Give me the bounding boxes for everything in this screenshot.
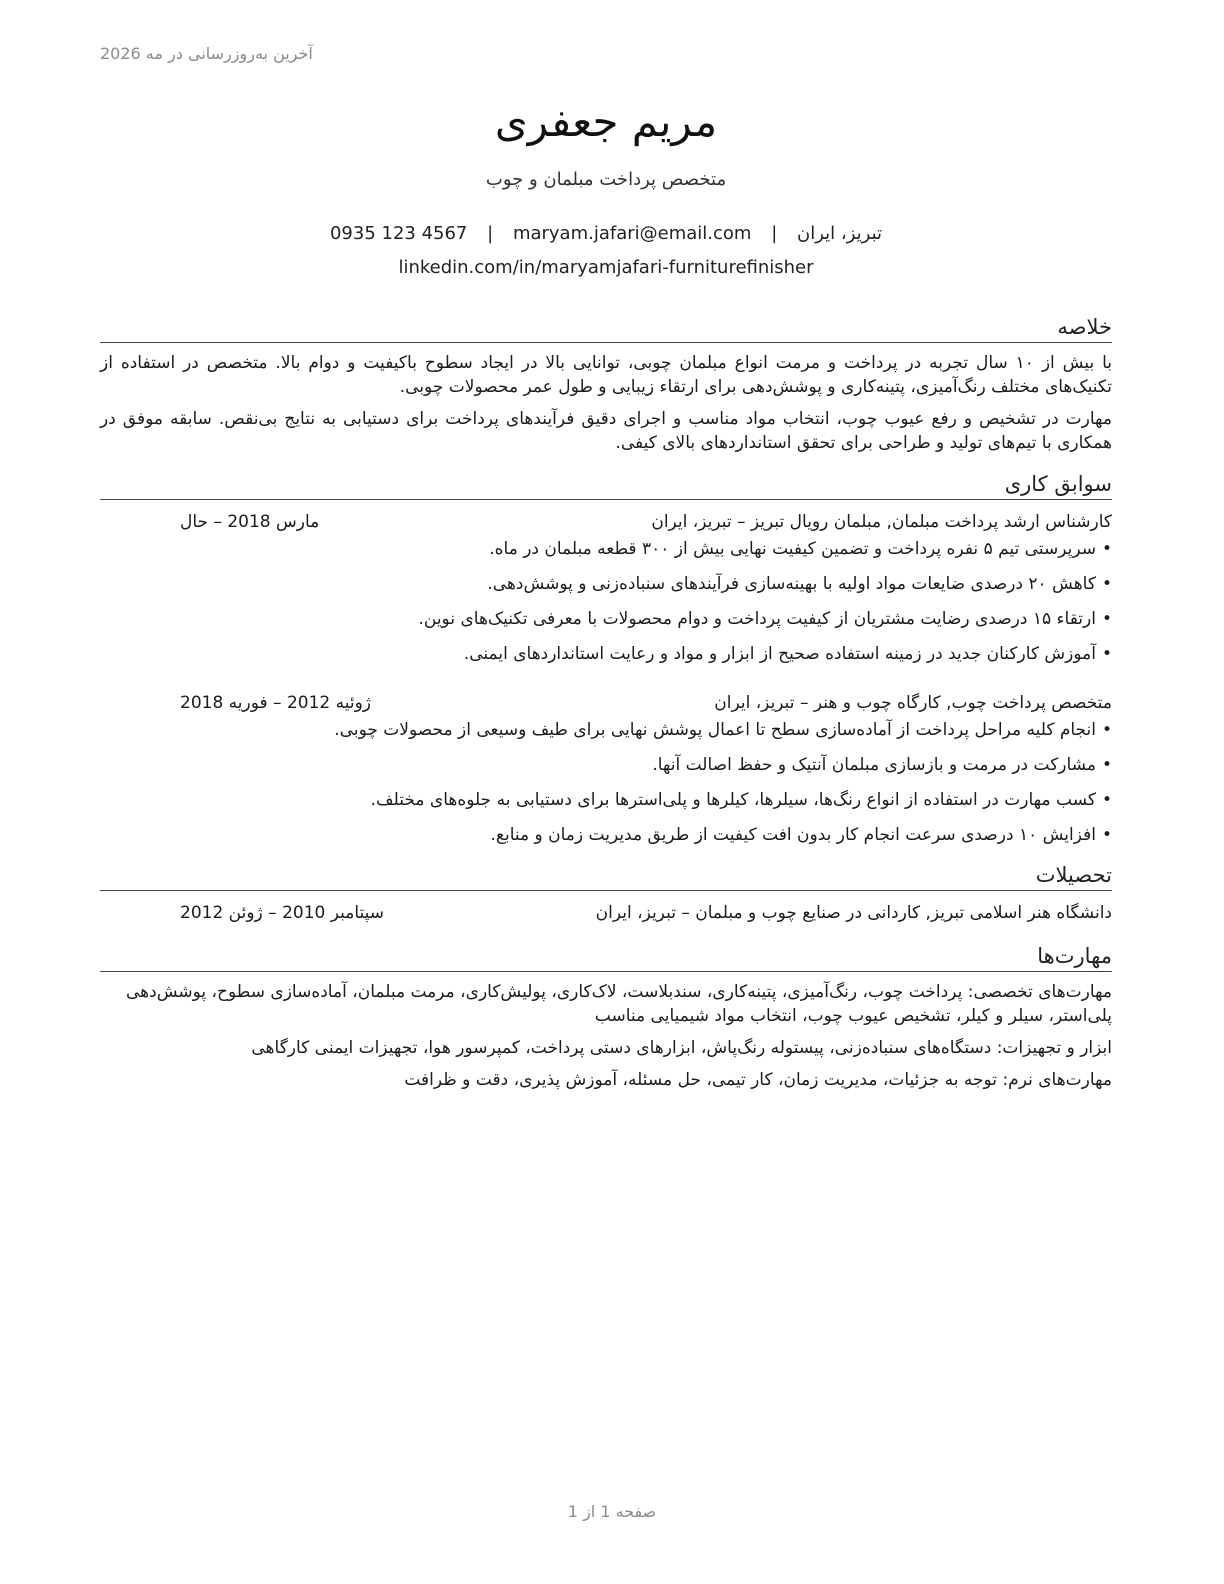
education-section: [100, 860, 1112, 927]
education-entry: [100, 899, 1112, 927]
education-dates: سپتامبر 2010 – ژوئن 2012: [180, 903, 385, 923]
bullet-icon: •: [1101, 720, 1112, 740]
bullet-icon: •: [1101, 790, 1112, 810]
job-bullet: •آموزش کارکنان جدید در زمینه استفاده صحیح از ابزار و مواد و رعایت استانداردهای ایمنی.: [100, 641, 1112, 667]
job-dates: ژوئیه 2012 – فوریه 2018: [180, 693, 372, 713]
bullet-icon: •: [1101, 755, 1112, 775]
job-role: متخصص پرداخت چوب, کارگاه چوب و هنر – تبریز، ایران: [714, 693, 1112, 713]
skills-line: مهارت‌های نرم: توجه به جزئیات، مدیریت زمان، کار تیمی، حل مسئله، آموزش پذیری، دقت و ظرافت: [404, 1070, 1112, 1090]
skills-line: مهارت‌های تخصصی: پرداخت چوب، رنگ‌آمیزی، پتینه‌کاری، سندبلاست، لاک‌کاری، پولیش‌کاری، مرمت مبلمان، آماده‌سازی سطوح، پوشش‌دهی پلی‌استر، سیلر و کیلر، تشخیص عیوب چوب، انتخاب مواد شیمیایی مناسب: [126, 982, 1112, 1026]
skills-section: [100, 941, 1112, 1092]
job-bullet: •کسب مهارت در استفاده از انواع رنگ‌ها، سیلرها، کیلرها و پلی‌استرها برای دستیابی به جلوه‌های مختلف.: [100, 787, 1112, 813]
candidate-title: متخصص پرداخت مبلمان و چوب: [485, 169, 727, 190]
experience-section: [100, 469, 1112, 848]
section-heading-summary: خلاصه: [100, 312, 1112, 343]
job-entry: [100, 689, 1112, 848]
contact-separator: |: [771, 223, 778, 244]
contact-phone[interactable]: 0935 123 4567: [329, 223, 468, 244]
job-bullet: •سرپرستی تیم ۵ نفره پرداخت و تضمین کیفیت نهایی بیش از ۳۰۰ قطعه مبلمان در ماه.: [100, 536, 1112, 562]
job-bullets: [100, 536, 1112, 667]
summary-section: [100, 312, 1112, 455]
contact-linkedin[interactable]: linkedin.com/in/maryamjafari-furniturefinisher: [398, 257, 814, 278]
section-heading-education: تحصیلات: [100, 860, 1112, 891]
bullet-icon: •: [1101, 609, 1112, 629]
job-bullets: [100, 717, 1112, 848]
bullet-icon: •: [1101, 539, 1112, 559]
summary-paragraph: مهارت در تشخیص و رفع عیوب چوب، انتخاب مواد مناسب و اجرای دقیق فرآیندهای پرداخت برای دستیابی به نتایج بی‌نقص. سابقه موفق در همکاری با تیم‌های تولید و طراحی برای تحقق استانداردهای بالای کیفی.: [100, 409, 1112, 453]
job-bullet: •ارتقاء ۱۵ درصدی رضایت مشتریان از کیفیت پرداخت و دوام محصولات با معرفی تکنیک‌های نوین.: [100, 606, 1112, 632]
job-header: [100, 689, 1112, 717]
bullet-icon: •: [1101, 574, 1112, 594]
job-header: [100, 508, 1112, 536]
job-bullet: •مشارکت در مرمت و بازسازی مبلمان آنتیک و حفظ اصالت آنها.: [100, 752, 1112, 778]
contact-line: [100, 220, 1112, 248]
last-updated-note: آخرین به‌روزرسانی در مه 2026: [100, 44, 313, 63]
contact-separator: |: [487, 223, 494, 244]
job-role: کارشناس ارشد پرداخت مبلمان, مبلمان رویال تبریز – تبریز، ایران: [651, 512, 1112, 532]
job-dates: مارس 2018 – حال: [180, 512, 320, 532]
page-number: صفحه 1 از 1: [567, 1502, 657, 1521]
contact-email[interactable]: maryam.jafari@email.com: [512, 223, 752, 244]
section-heading-experience: سوابق کاری: [100, 469, 1112, 500]
section-heading-skills: مهارت‌ها: [100, 941, 1112, 972]
candidate-name: مریم جعفری: [494, 97, 718, 146]
job-bullet: •انجام کلیه مراحل پرداخت از آماده‌سازی سطح تا اعمال پوشش نهایی برای طیف وسیعی از محصولات چوبی.: [100, 717, 1112, 743]
job-bullet: •کاهش ۲۰ درصدی ضایعات مواد اولیه با بهینه‌سازی فرآیندهای سنباده‌زنی و پوشش‌دهی.: [100, 571, 1112, 597]
education-line: دانشگاه هنر اسلامی تبریز, کاردانی در صنایع چوب و مبلمان – تبریز، ایران: [595, 903, 1112, 923]
skills-line: ابزار و تجهیزات: دستگاه‌های سنباده‌زنی، پیستوله رنگ‌پاش، ابزارهای دستی پرداخت، کمپرسور هوا، تجهیزات ایمنی کارگاهی: [251, 1038, 1112, 1058]
contact-location: تبریز، ایران: [797, 223, 883, 244]
job-bullet: •افزایش ۱۰ درصدی سرعت انجام کار بدون افت کیفیت از طریق مدیریت زمان و منابع.: [100, 822, 1112, 848]
job-entry: [100, 508, 1112, 667]
resume-page: [100, 94, 1112, 1100]
summary-paragraph: با بیش از ۱۰ سال تجربه در پرداخت و مرمت انواع مبلمان چوبی، توانایی بالا در ایجاد سطوح باکیفیت و دوام بالا. متخصص در استفاده از تکنیک‌های مختلف رنگ‌آمیزی، پتینه‌کاری و پوشش‌دهی برای ارتقاء زیبایی و طول عمر محصولات چوبی.: [100, 353, 1112, 397]
bullet-icon: •: [1101, 644, 1112, 664]
bullet-icon: •: [1101, 825, 1112, 845]
